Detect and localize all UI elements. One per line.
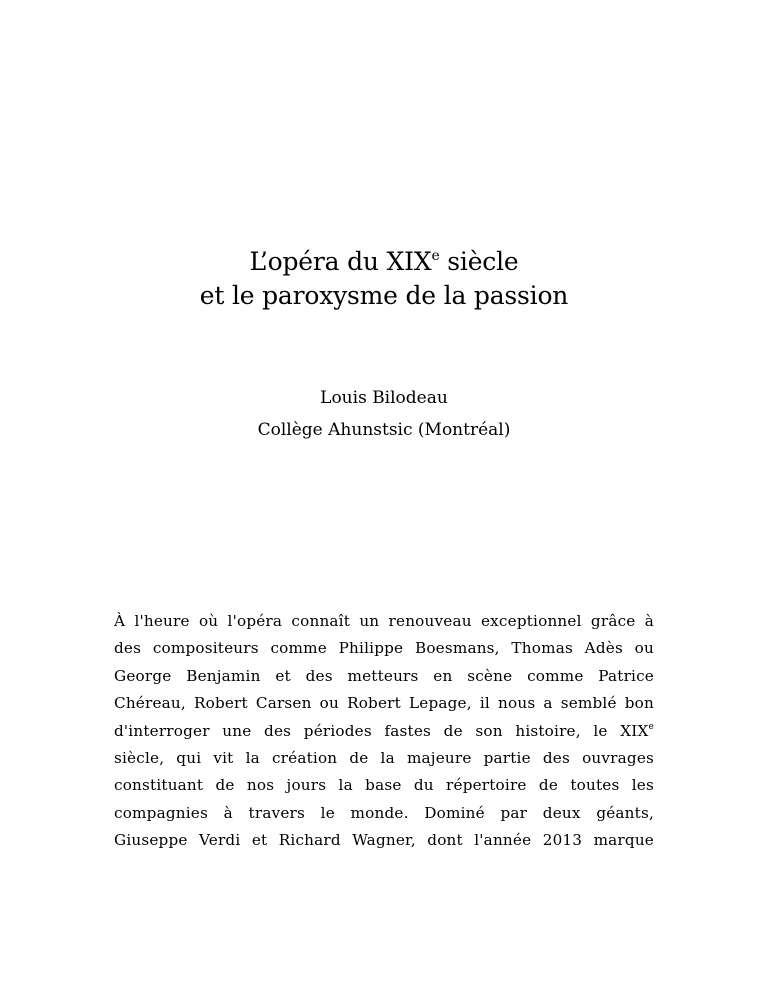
title-superscript: e <box>431 248 440 264</box>
abstract-line: Chéreau, Robert Carsen ou Robert Lepage, il nous a semblé bon <box>114 694 654 713</box>
title-line-1-suffix: siècle <box>439 247 519 276</box>
abstract-line: siècle, qui vit la création de la majeure partie des ouvrages <box>114 749 654 768</box>
abstract-line: constituant de nos jours la base du répertoire de toutes les <box>114 776 654 795</box>
abstract-line: Giuseppe Verdi et Richard Wagner, dont l'année 2013 marque <box>114 831 654 850</box>
document-title <box>0 245 768 313</box>
author-block <box>0 382 768 446</box>
abstract-line-text: d'interroger une des périodes fastes de son histoire, le XIX <box>114 721 649 740</box>
title-line-1 <box>0 245 768 279</box>
author-affiliation: Collège Ahunstsic (Montréal) <box>257 420 511 440</box>
title-line-2: et le paroxysme de la passion <box>199 281 569 310</box>
author-name: Louis Bilodeau <box>320 388 448 408</box>
abstract-line: À l'heure où l'opéra connaît un renouveau exceptionnel grâce à <box>114 612 654 630</box>
abstract-line <box>114 718 654 745</box>
abstract-paragraph <box>114 608 654 855</box>
abstract-superscript: e <box>648 721 654 732</box>
abstract-line: compagnies à travers le monde. Dominé par deux géants, <box>114 803 654 822</box>
abstract-line: des compositeurs comme Philippe Boesmans, Thomas Adès ou <box>114 639 654 658</box>
title-line-1-text: L’opéra du XIX <box>249 247 432 276</box>
abstract-line: George Benjamin et des metteurs en scène comme Patrice <box>114 666 654 685</box>
